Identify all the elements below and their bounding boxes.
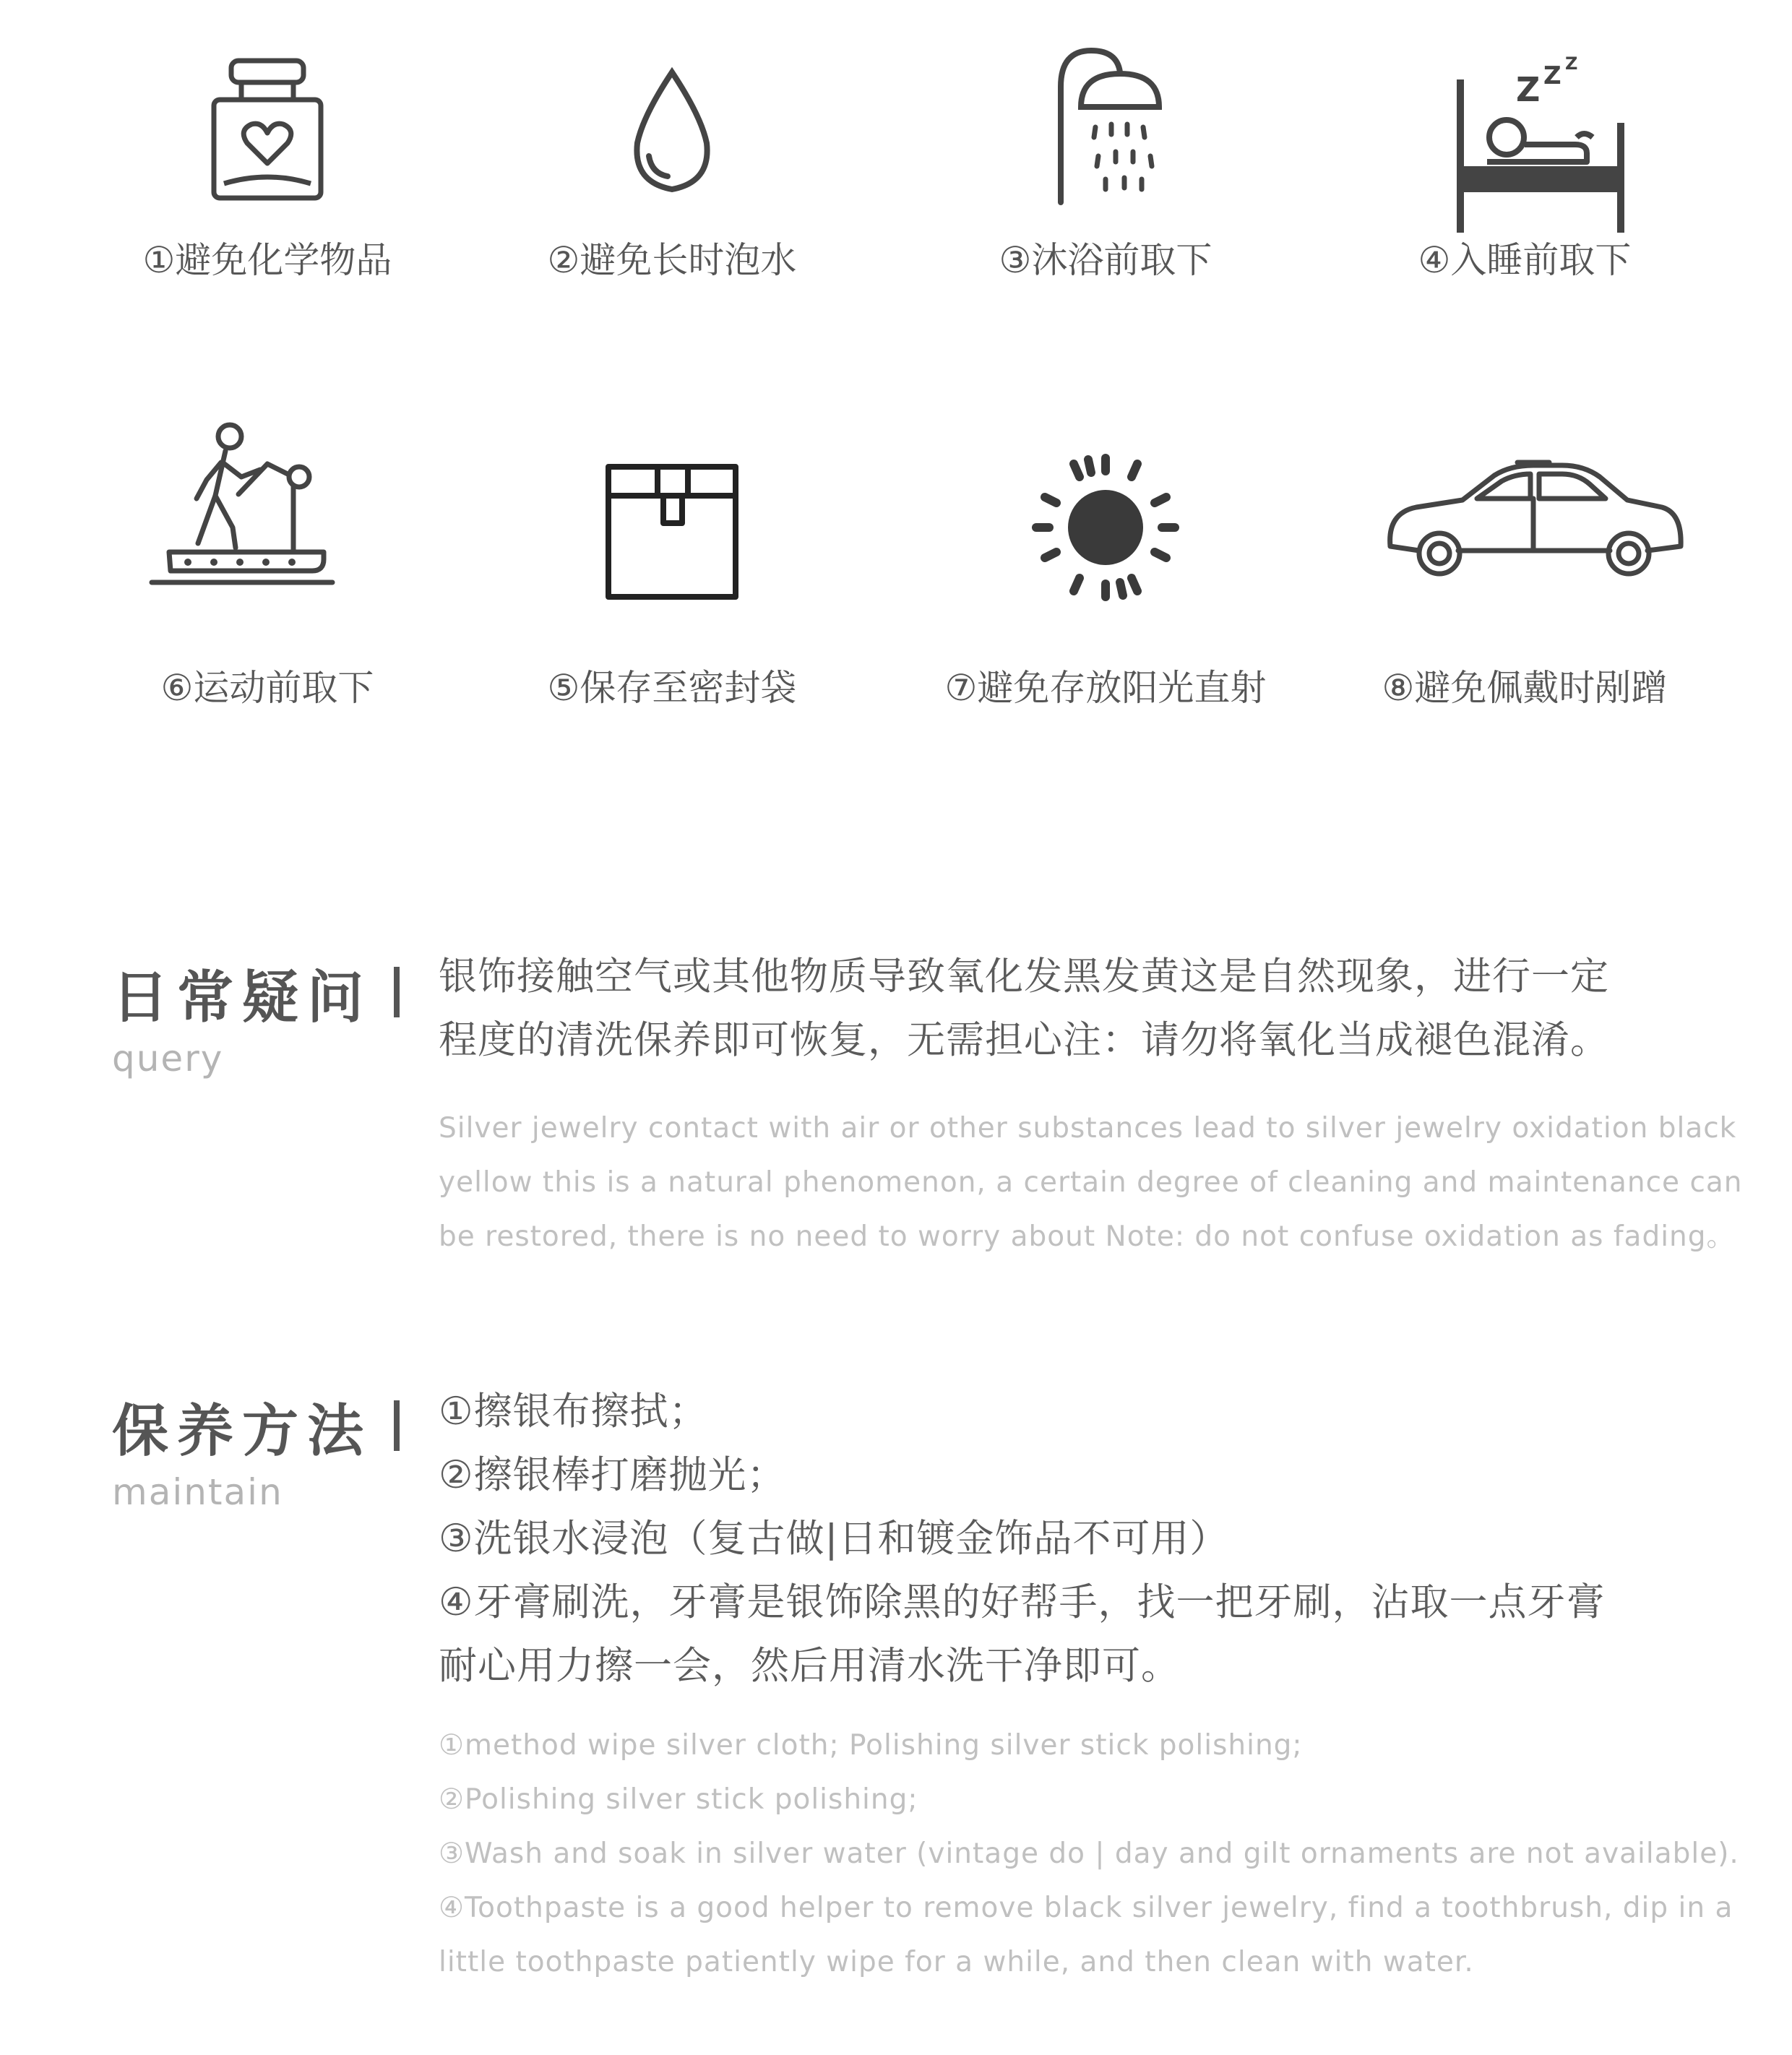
- care-item-scratch: [1301, 419, 1749, 824]
- sun-icon: [882, 419, 1330, 636]
- maintain-body: [439, 1380, 1739, 1989]
- query-title: 日常疑问: [112, 965, 373, 1030]
- maintain-step-en: ①method wipe silver cloth; Polishing silver stick polishing;: [439, 1729, 1303, 1762]
- care-item-storage: [448, 419, 896, 824]
- query-text-en: be restored, there is no need to worry about Note: do not confuse oxidation as fading。: [439, 1220, 1736, 1253]
- maintain-step-en: ③Wash and soak in silver water (vintage do | day and gilt ornaments are not available).: [439, 1838, 1739, 1870]
- sealed-box-icon: [448, 419, 896, 636]
- care-label: ⑤保存至密封袋: [547, 667, 797, 709]
- treadmill-icon: [43, 419, 491, 636]
- section-divider: [394, 967, 400, 1017]
- svg-text:Z: Z: [1565, 53, 1578, 74]
- care-label: ⑥运动前取下: [160, 667, 374, 709]
- maintain-step-en: little toothpaste patiently wipe for a while, and then clean with water.: [439, 1946, 1474, 1978]
- care-item-exercise: [43, 419, 491, 824]
- care-item-shower: [882, 29, 1330, 434]
- care-label: ③沐浴前取下: [999, 239, 1212, 281]
- care-item-water: [448, 29, 896, 434]
- maintain-step-en: ④Toothpaste is a good helper to remove black silver jewelry, find a toothbrush, dip in a: [439, 1892, 1733, 1924]
- care-label: ④入睡前取下: [1418, 239, 1632, 281]
- maintain-step-zh: ①擦银布擦拭；: [439, 1390, 708, 1434]
- maintain-step-zh: ②擦银棒打磨抛光；: [439, 1453, 786, 1497]
- maintain-step-zh: 耐心用力擦一会，然后用清水洗干净即可。: [439, 1644, 1180, 1688]
- query-text-zh: 银饰接触空气或其他物质导致氧化发黑发黄这是自然现象，进行一定: [439, 955, 1609, 999]
- maintain-step-en: ②Polishing silver stick polishing;: [439, 1783, 918, 1816]
- care-label: ①避免化学物品: [142, 239, 392, 281]
- maintain-heading: [112, 1386, 401, 1513]
- car-icon: [1301, 419, 1749, 636]
- query-text-en: yellow this is a natural phenomenon, a certain degree of cleaning and maintenance can: [439, 1166, 1743, 1199]
- maintain-title: 保养方法: [112, 1399, 373, 1464]
- care-item-chemicals: [43, 29, 491, 434]
- care-item-sun: [882, 419, 1330, 824]
- care-label: ⑦避免存放阳光直射: [944, 667, 1267, 709]
- section-divider: [394, 1400, 400, 1451]
- query-body: [439, 945, 1743, 1264]
- care-label: ⑧避免佩戴时剐蹭: [1382, 667, 1668, 709]
- shower-icon: [882, 29, 1330, 246]
- maintain-step-zh: ④牙膏刷洗，牙膏是银饰除黑的好帮手，找一把牙刷，沾取一点牙膏: [439, 1580, 1606, 1624]
- svg-text:Z: Z: [1516, 70, 1541, 109]
- query-heading: [112, 952, 401, 1080]
- care-label: ②避免长时泡水: [547, 239, 797, 281]
- query-text-en: Silver jewelry contact with air or other substances lead to silver jewelry oxidation black: [439, 1112, 1737, 1145]
- maintain-step-zh: ③洗银水浸泡（复古做|日和镀金饰品不可用）: [439, 1517, 1229, 1561]
- svg-text:Z: Z: [1543, 61, 1561, 90]
- perfume-bottle-icon: [43, 29, 491, 246]
- care-item-sleep: [1301, 29, 1749, 434]
- maintain-subtitle: maintain: [112, 1471, 283, 1513]
- query-text-zh: 程度的清洗保养即可恢复，无需担心注：请勿将氧化当成褪色混淆。: [439, 1018, 1609, 1062]
- sleeping-bed-icon: [1301, 29, 1749, 246]
- water-drop-icon: [448, 29, 896, 246]
- query-subtitle: query: [112, 1038, 224, 1080]
